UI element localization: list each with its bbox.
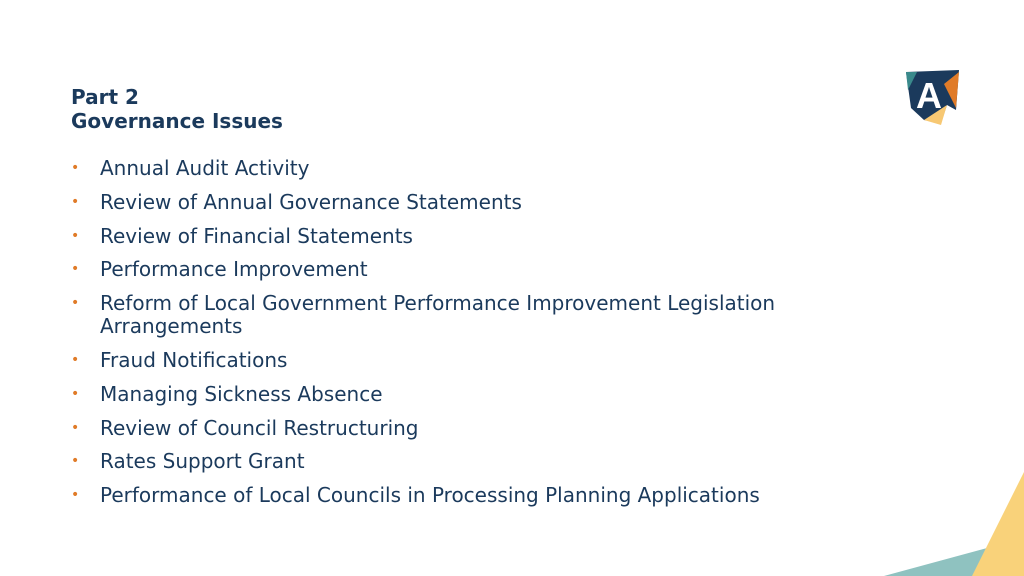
bullet-text: Review of Annual Governance Statements xyxy=(100,189,522,214)
bullet-text: Review of Financial Statements xyxy=(100,223,413,248)
slide-heading xyxy=(71,85,283,133)
bullet-marker: • xyxy=(71,385,80,402)
bullet-item xyxy=(71,349,871,372)
bullet-item xyxy=(71,292,871,338)
bullet-marker: • xyxy=(71,193,80,210)
bullet-text: Rates Support Grant xyxy=(100,449,305,474)
slide-title: Governance Issues xyxy=(71,109,283,133)
bullet-text: Performance of Local Councils in Processing Planning Applications xyxy=(100,483,760,508)
bullet-item xyxy=(71,383,871,406)
bullet-item xyxy=(71,157,871,180)
bullet-marker: • xyxy=(71,261,80,278)
bullet-text: Annual Audit Activity xyxy=(100,156,310,180)
bullet-text: Managing Sickness Absence xyxy=(100,381,383,406)
bullet-marker: • xyxy=(71,295,80,312)
part-label: Part 2 xyxy=(71,85,139,109)
bullet-list xyxy=(71,157,871,518)
corner-decoration xyxy=(864,466,1024,576)
bullet-item xyxy=(71,484,871,507)
bullet-item xyxy=(71,191,871,214)
bullet-item xyxy=(71,258,871,281)
bullet-item xyxy=(71,225,871,248)
bullet-text: Fraud Notifications xyxy=(100,347,288,372)
corner-yellow-shape xyxy=(972,472,1024,576)
logo-letter: A xyxy=(916,75,942,116)
bullet-marker: • xyxy=(71,487,80,504)
bullet-marker: • xyxy=(71,160,80,176)
bullet-marker: • xyxy=(71,351,80,368)
bullet-marker: • xyxy=(71,419,80,436)
audit-office-logo xyxy=(903,68,961,128)
bullet-text: Reform of Local Government Performance Improvement Legislation Arrangements xyxy=(100,291,776,339)
bullet-marker: • xyxy=(71,227,80,244)
bullet-item xyxy=(71,417,871,440)
bullet-text: Review of Council Restructuring xyxy=(100,415,419,440)
bullet-marker: • xyxy=(71,453,80,470)
bullet-text: Performance Improvement xyxy=(100,257,368,282)
bullet-item xyxy=(71,450,871,473)
